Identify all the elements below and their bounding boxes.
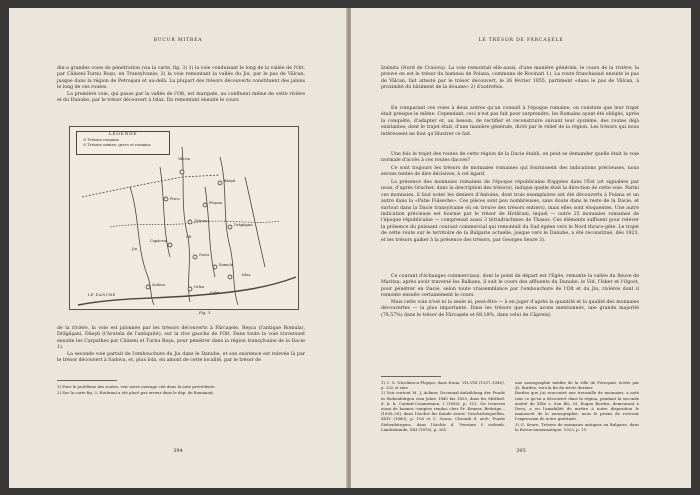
right-footnote: Bordea que j'ai rencontré une trouvaille de monnaies, a noté tout ce qu'on a découvert dans la région, pendant la seconde moitié du XIXe s. Son fils, M. Eugen Bordea, demeurant à Deva, a eu l'amabilité de mettre à notre disposition le manuscrit de la monographie; nous le prions de recevoir l'expression de notre gratitude. <box>515 390 639 422</box>
footnote-rule <box>381 376 441 377</box>
left-paragraph-2: La première voie, qui passe par la vallée de l'Olt, est marquée, au confluent même de cette rivière et du Danube, par le trésor découvert à Islaz. En remontant ensuite le cours <box>57 92 305 104</box>
footnote-column-1 <box>381 380 505 432</box>
map-label: Orlea <box>194 285 205 289</box>
map-label-danube: LE DANUBE <box>88 293 116 297</box>
left-footnote-1: 1) Pour le problème des routes, voir notre ouvrage cité dans la note précédente. <box>57 384 216 389</box>
map-label: Osica <box>199 253 210 257</box>
legend-row-roman: ⊙ Trésors romains <box>83 137 119 142</box>
map-label: Islaz <box>242 273 251 277</box>
right-paragraph-5: La présence des monnaies romaines de l'époque républicaine frappées dans l'Est (et signalées par nous, d'après Grucher, dans la description des trésors), indique quelle était la direction de cette voie. Parmi ces monnaies, il faut noter les deniers d'Antoine, dont trois exemplaires ont été découverts à Poiana et un autre dans la «Patie Fulseche». Ces pièces sont peu nombreuses, sans doute dans le reste de la Dacie, et surtout dans la Dacie transylvaine où on trouve des trésors entiers), mais elles sont éloquentes. Une autre indication précieuse est fournie par le trésor de Hotărani, lequel — outre 25 monnaies romaines de l'époque républicaine — comprenait aussi 3 tétradrachmes de Thasos. Ces éléments suffisent pour relever la présence du puissant courant commercial qui remontait du Sud égéen vers le Nord thraco-gète. Le trajet de cette route sur le territoire de la Bulgarie actuelle, jusque vers le Danube, a été reconstitué, dès 1923, et les trésors gaiker à la présence des trésors, par Georges Seure 3). <box>381 180 639 243</box>
jiu-river-line <box>130 187 154 305</box>
legend-row-mixed: ⊙ Trésors mixtes: grecs et romains <box>83 142 151 147</box>
map-label: Jiu <box>132 247 137 251</box>
map-label: Pleşoiu <box>209 201 223 205</box>
right-footnote: 3) G. Seure, Trésors de monnaies antiques en Bulgarie, dans la Revue numismatique, 1923, p. 15. <box>515 421 639 432</box>
map-legend <box>76 131 170 155</box>
left-page <box>9 8 347 488</box>
map-label: Vâlcea <box>178 157 190 161</box>
left-paragraph-3: de la rivière, la voie est jalonnée par les trésors découverts à Fărcaşele, Reşca (l'antique Romula), Drăgăşani, Dăeşti (l'Arutela de l'antiquité), sur la rive gauche de l'Olt. Dans toute la voie traversant ensuite les Carpathes par Câineni et Turnu Roşu, pour pénétrer dans la région transylvaine de la Dacie 1). <box>57 326 305 351</box>
route-map-figure <box>69 126 299 310</box>
right-footnote: une monographie inédite de la ville de Petroşani, écrite par Şt. Bordea, vers la fin du siècle dernier. <box>515 380 639 391</box>
right-paragraph-3: Une fois le trajet des routes de cette région de la Dacie établi, on peut se demander quelle était la voie normale d'accès à ces routes dacces? <box>381 152 639 164</box>
map-label: Celei <box>210 291 220 295</box>
left-paragraph-1: din-a grandes voies de pénétration (via la carte, fig. 3) 1) la voie conduisant le long de la vallée de l'Olt, par Câineni-Turnu Roşu, en Transylvanie; 2) la voie remontant la vallée du Jiu, par le pas de Vâlcan, jusque dans la région de Petroşani et au-delà. La plupart des trésors découverts constituent des jalons le long de ces routes. <box>57 66 305 91</box>
right-paragraph-4: Ce sont toujours les trésors de monnaies romaines qui fournissent des indications précieuses, nous serons tentés de dire décisives, à cet égard. <box>381 166 639 178</box>
map-label: Drăgăşani <box>234 223 253 227</box>
footnote-column-2 <box>515 380 639 432</box>
right-paragraph-6: Ce courant d'échanges commerciaux, dont le point de départ est l'Egée, remonte la vallée du fleuve de Maritza; après avoir traversé les Balkans, il suit le cours des affluents du Danube, le Vid, l'Isker et l'Ogost, pour pénétrer en Dacie, selon toute vraisemblance par l'embouchure de l'Olt et du Jiu, rivières dont il remonte ensuite certainement le cours. <box>381 274 639 299</box>
right-paragraph-1: Izalnita (Nord de Craiova). La voie remontait elle-aussi, d'une manière générale, le cours de la rivière; la preuve en est le trésor du hameau de Poiana, commune de Rovinari 1). La route franchissait ensuite le pas de Vâlcan, fait attesté par le trésor découvert, le 26 février 1855, partiment «dans le pas de Vâlcan, à proximité du bâtiment de la douane» 2) d'autrefois. <box>381 66 639 91</box>
right-paragraph-7: Mais cette voie n'est ni la seule ni, peut-être — à en juger d'après la quantité et la qualité des monnaies découvertes — la plus importante. Dans les trésors que nous avons mentionnés, une grande majorité (78,57%) dans le trésor de Fărcaşele et 68,18%, dans celui de Câpreni) <box>381 300 639 318</box>
map-label: Piscu <box>170 197 180 201</box>
page-number-right: 395 <box>516 448 526 454</box>
right-footnote: 2) Voir surtout M. J. Ackner, Decennal-Aufzählung der Funde in Siebenbürgen vom Jahre 1845 bis 1855, dans les Mittheil. d. k. k. Central-Commission, I (1856), p. 153. On trouvera aussi de bonnes comptes rendus chez Fr. Kenner, Beiträge... (1858–59), dans l'Archiv für Kunde österr. Geschichtsquellen, XXIV (1860), p. 106 et C. Gooss, Chronik d. arch. Funde Siebenbürgens, dans l'Archiv d. Vereines f. siebenb. Landeskunde, XIII (1876), p. 261. <box>381 390 505 432</box>
running-head-left: BUCUR MITREA <box>153 38 203 43</box>
page-number-left: 394 <box>173 448 183 454</box>
map-label: Băeşti <box>224 179 236 183</box>
running-head-right: LE TRÉSOR DE FĂRCAŞELE <box>478 38 564 43</box>
right-paragraph-2: En comparant ces voies à deux autres qu'un connaît à l'époque romaine, on constate que leur trajet était presque le même. Cependant, ceci n'est pas fait pour surprendre, les Romains ayant été obligés, après la conquête, d'adapter et, au besoin, de rectifier et reconstruire suivant leur système, des routes déjà existantes; dont le trajet était, d'une manière générale, dicté par le relief de la région. Les trésors qui nous intéressent ne font qu'illustrer ce fait. <box>381 106 639 137</box>
right-footnote: 1) C. S. Nicolăescu-Plopşor, dans Dacia, VII–VIII (1937–1940), p. 202 et suiv. <box>381 380 505 391</box>
map-label: Sadova <box>152 283 166 287</box>
figure-caption: Fig. 3 <box>199 310 211 315</box>
map-label: Romula <box>219 263 233 267</box>
map-label: Zătreni <box>194 219 208 223</box>
footnote-rule <box>57 380 117 381</box>
left-footnote-2: 2) Sur la carte fig. 3, Hotărani a été placé par erreur dans le dép. de Romanaţi. <box>57 390 214 395</box>
danube-river-line <box>78 277 296 305</box>
left-paragraph-4: La seconde voie partait de l'embouchure du Jiu dans le Danube, et son existence est relevée là par le trésor découvert à Sadova, et, plus loin, en amont de cette localité, par le trésor de <box>57 352 305 364</box>
legend-title: LÉGENDE <box>108 132 138 137</box>
map-label: Copăceni <box>150 239 167 243</box>
map-label: Olt <box>186 235 192 239</box>
right-page <box>351 8 691 488</box>
